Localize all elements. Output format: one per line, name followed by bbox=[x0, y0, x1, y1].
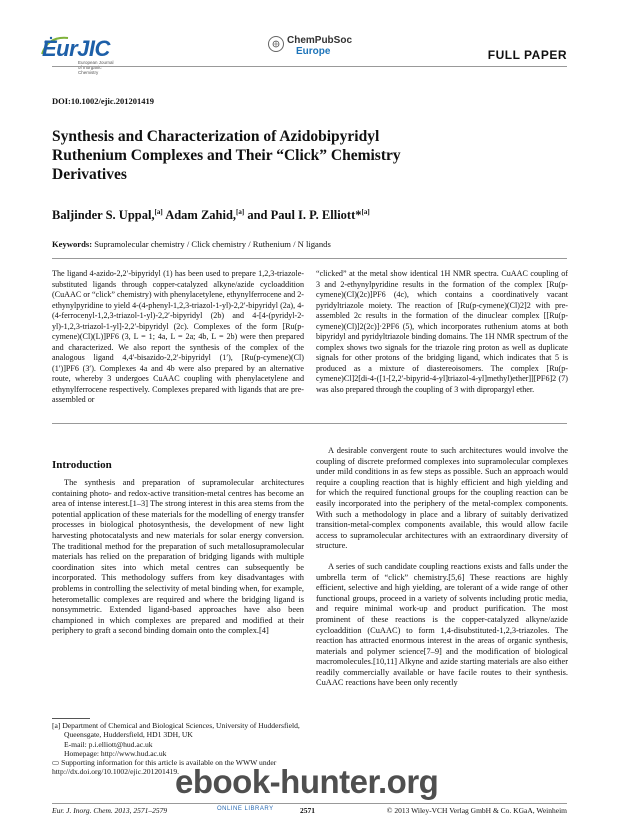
intro-left-column bbox=[52, 478, 304, 637]
journal-logo-sub2: of Inorganic Chemistry bbox=[78, 65, 102, 75]
keywords-label: Keywords: bbox=[52, 239, 93, 249]
publisher-region: Europe bbox=[296, 46, 331, 57]
supporting-info-icon: ▭ bbox=[52, 758, 60, 768]
abstract-left-column: The ligand 4-azido-2,2′-bipyridyl (1) has been used to prepare 1,2,3-triazole-substituted ligands through copper-catalyzed alkyne/azide cycloaddition (CuAAC or “click” chemistry) with phenylacetylene, ethynylferrocene and 2-ethynylpyridine to yield 4-(4-phenyl-1,2,3-triazol-1-yl)-2,2′-bipyridyl (2a), 4-(4-ferrocenyl-1,2,3-triazol-1-yl)-2,2′-bipyridyl (2b) and 4-[4-(pyridyl-2-yl)-1,2,3-triazol-1-yl]-2,2′-bipyridyl (2c). Complexes of the form [Ru(p-cymene)(Cl)(L)]PF6 (3, L = 1; 4a, L = 2a; 4b, L = 2b) were then prepared and characterized. We also report the synthesis of the complex of the analogous ligand 4,4′-bisazido-2,2′-bipyridyl (1′), [Ru(p-cymene)(Cl)(1′)]PF6 (3′). Complexes 4a and 4b were also prepared by an alternative route, whereby 3 undergoes CuAAC coupling with phenylacetylene and ethynylferrocene respectively. Complexes prepared with ligands that are pre-assembled or bbox=[52, 269, 304, 404]
publisher-logo bbox=[268, 34, 368, 60]
keywords-text: Supramolecular chemistry / Click chemistry / Ruthenium / N ligands bbox=[94, 239, 331, 249]
journal-logo-subtitle bbox=[78, 60, 122, 75]
journal-logo-text: EurJIC bbox=[42, 36, 110, 61]
abstract-divider bbox=[52, 423, 567, 424]
section-heading-introduction: Introduction bbox=[52, 459, 112, 471]
header-divider bbox=[52, 66, 567, 67]
publisher-name: ChemPubSoc bbox=[287, 35, 353, 46]
footnote-divider bbox=[52, 718, 90, 719]
doi[interactable]: DOI:10.1002/ejic.201201419 bbox=[52, 96, 154, 106]
supporting-info-text[interactable]: Supporting information for this article is available on the WWW under http://dx.doi.org/10.1002/ejic.201201419. bbox=[52, 758, 277, 777]
footnote-email[interactable]: E-mail: p.i.elliott@hud.ac.uk bbox=[64, 739, 153, 749]
footer-journal: Eur. J. Inorg. Chem. 2013, 2571–2579 bbox=[52, 806, 168, 815]
intro-paragraph: A desirable convergent route to such architectures would involve the coupling of discrete preformed complexes into supramolecular complexes under mild conditions in as few steps as possible. Such an approach would require a coupling reaction that is highly efficient and high yielding and for which the required functional groups for the coupling reaction can be easily incorporated into the periphery of the metal-complex components. With such a methodology in place and a library of suitably derivatized transition-metal-complex components available, this would allow facile access to supramolecular architectures with an extraordinary diversity of structure. bbox=[316, 446, 568, 551]
footer-copyright: © 2013 Wiley-VCH Verlag GmbH & Co. KGaA, Weinheim bbox=[386, 806, 567, 815]
intro-paragraph: A series of such candidate coupling reactions exists and falls under the umbrella term of “click” chemistry.[5,6] These reactions are highly efficient, selective and high yielding, are tolerant of a wide range of other functional groups, proceed in a variety of solvents including protic media, and require minimal work-up and product purification. The most prominent of these reactions is the copper-catalyzed alkyne/azide cycloaddition (CuAAC) to form 1,4-disubstituted-1,2,3-triazoles. The reaction has attracted enormous interest in the areas of organic synthesis, materials and polymer science[7–9] and the modification of biological macromolecules.[10,11] Alkyne and azide starting materials are also either readily commercially available or have facile routes to their synthesis. CuAAC reactions have been only recently bbox=[316, 561, 568, 688]
online-library-label[interactable]: ONLINE LIBRARY bbox=[217, 806, 274, 812]
abstract-right-column: “clicked” at the metal show identical 1H NMR spectra. CuAAC coupling of 3 and 2-ethynylpyridine results in the formation of the complex [Ru(p-cymene)(Cl)(2c)]PF6 (4c), which contains a coordinatively vacant pyridyltriazole moiety. The reaction of [Ru(p-cymene)(Cl)2]2 with pre-assembled 2c results in the formation of the dinuclear complex [[Ru(p-cymene)(Cl)]2(2c)]·2PF6 (5), which incorporates ruthenium atoms at both bipyridyl and pyridyltriazole binding domains. The 1H NMR spectrum of the complex shows two signals for the triazole ring proton as well as duplicate signals for other protons of the bridging ligand, which indicates that 5 is produced as a mixture of diastereoisomers. The complex [Ru(p-cymene)Cl]2[di-4-([1-[2,2′-bipyrid-4-yl]triazol-4-yl]methyl)ether]][PF6]2 (7) was also prepared through the coupling of 3 with dipropargyl ether. bbox=[316, 269, 568, 394]
footnote-affiliation: [a] Department of Chemical and Biological Sciences, University of Huddersfield, bbox=[52, 721, 300, 730]
keywords-divider bbox=[52, 258, 567, 259]
author-1-affil: [a] bbox=[154, 208, 163, 216]
footnote-address: Queensgate, Huddersfield, HD1 3DH, UK bbox=[64, 730, 193, 740]
watermark: ebook-hunter.org bbox=[175, 763, 439, 800]
author-2-affil: [a] bbox=[236, 208, 245, 216]
author-conjunction: and bbox=[247, 208, 268, 223]
author-2: Adam Zahid, bbox=[165, 208, 237, 223]
author-3: Paul I. P. Elliott* bbox=[270, 208, 362, 223]
author-1: Baljinder S. Uppal, bbox=[52, 208, 155, 223]
author-3-affil: [a] bbox=[361, 208, 370, 216]
author-list bbox=[52, 208, 370, 223]
footer-divider bbox=[52, 803, 567, 804]
journal-logo-sub1: European Journal bbox=[78, 60, 114, 65]
article-title: Synthesis and Characterization of Azidobipyridyl Ruthenium Complexes and Their “Click” Chemistry Derivatives bbox=[52, 128, 401, 183]
publisher-globe-icon bbox=[268, 36, 284, 52]
page-number: 2571 bbox=[300, 806, 315, 815]
intro-paragraph: The synthesis and preparation of supramolecular architectures containing photo- and redox-active transition-metal centres has become an area of intense interest.[1–3] The strong interest in this area stems from the potential application of these materials for the modelling of energy transfer processes in biological photosynthesis, the development of new light harvesting photocatalysts and new materials for solar energy conversion. The traditional method for the preparation of such metallosupramolecular materials has relied on the preparation of bridging ligands with multiple coordination sites into which metal centres can subsequently be incorporated. This methodology suffers from key disadvantages with problems in controlling the selectivity of metal binding when, for example, heterometallic complexes are required and where the bridging ligand is nonsymmetric. Extended ligand-based approaches have also been championed in which complexes are prepared and modified at their periphery to graft a second binding domain onto the complex.[4] bbox=[52, 478, 304, 636]
intro-right-column bbox=[316, 446, 568, 699]
section-label: FULL PAPER bbox=[487, 48, 567, 62]
keywords bbox=[52, 239, 567, 249]
footnote-homepage[interactable]: Homepage: http://www.hud.ac.uk bbox=[64, 748, 167, 758]
